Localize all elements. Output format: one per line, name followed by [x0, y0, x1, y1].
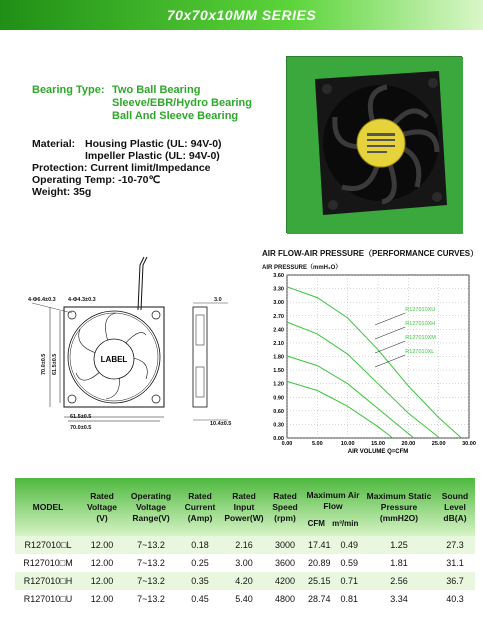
x-tick-label: 30.00 [462, 441, 476, 447]
col-rated-speed: Rated Speed (rpm) [267, 478, 303, 536]
table-cell: 4800 [267, 590, 303, 608]
table-cell: 0.18 [179, 536, 221, 554]
table-cell: 3000 [267, 536, 303, 554]
fan-image-icon [287, 57, 463, 234]
spec-table-wrap [15, 478, 475, 618]
table-cell: 31.1 [435, 554, 475, 572]
y-tick-label: 0.60 [273, 408, 284, 415]
col-rated-current: Rated Current (Amp) [179, 478, 221, 536]
table-cell: 7~13.2 [123, 572, 179, 590]
table-cell: 1.81 [363, 554, 435, 572]
bearing-types [112, 84, 252, 123]
col-air-flow [303, 478, 363, 536]
bearing-type-2: Sleeve/EBR/Hydro Bearing [112, 97, 252, 109]
y-tick-label: 1.50 [273, 368, 284, 375]
airflow-cfm: CFM [307, 518, 325, 528]
series-header [0, 0, 483, 30]
legend-r127010xh: R127010XH [405, 321, 436, 327]
y-tick-label: 2.70 [273, 313, 284, 320]
bearing-type-1: Two Ball Bearing [112, 84, 201, 96]
airflow-m3-cell: 0.71 [340, 576, 359, 586]
y-tick-label: 0.30 [273, 422, 284, 429]
air-flow-subheads [304, 518, 362, 529]
model-cell: R127010□M [15, 554, 81, 572]
table-cell: 36.7 [435, 572, 475, 590]
table-cell [303, 572, 363, 590]
hole-b-dim: 4-Φ4.3±0.3 [68, 297, 96, 303]
material-housing: Housing Plastic (UL: 94V-0) [85, 138, 222, 150]
airflow-cfm-cell: 17.41 [307, 540, 331, 550]
hole-a-dim: 4-Φ6.4±0.3 [28, 297, 56, 303]
material-impeller: Impeller Plastic (UL: 94V-0) [85, 150, 220, 162]
table-cell: 7~13.2 [123, 590, 179, 608]
table-cell: 3.00 [221, 554, 267, 572]
operating-temp: Operating Temp: -10-70℃ [32, 174, 161, 186]
airflow-cfm-cell: 28.74 [307, 594, 331, 604]
bearing-label: Bearing Type: [32, 84, 105, 96]
table-cell: 7~13.2 [123, 554, 179, 572]
table-cell: 12.00 [81, 590, 123, 608]
airflow-m3-cell: 0.81 [340, 594, 359, 604]
table-cell [303, 536, 363, 554]
table-cell: 0.35 [179, 572, 221, 590]
spec-table [15, 478, 475, 608]
col-model: MODEL [15, 478, 81, 536]
table-cell: 12.00 [81, 572, 123, 590]
y-tick-label: 0.90 [273, 395, 284, 402]
col-input-power: Rated Input Power(W) [221, 478, 267, 536]
bearing-type-3: Ball And Sleeve Bearing [112, 110, 239, 122]
airflow-m3-cell: 0.49 [340, 540, 359, 550]
table-row [15, 554, 475, 572]
y-tick-label: 2.40 [273, 327, 284, 334]
height-inner-dim: 61.5±0.5 [52, 353, 58, 375]
fan-photo [286, 56, 462, 233]
table-row [15, 590, 475, 608]
chart-y-title: AIR PRESSURE（mmH₂O） [262, 265, 342, 271]
legend-r127010xu: R127010XU [405, 307, 436, 313]
chart-title: AIR FLOW-AIR PRESSURE（PERFORMANCE CURVES） [262, 249, 479, 258]
dimension-drawing [28, 255, 248, 445]
table-cell: 12.00 [81, 554, 123, 572]
label-text: LABEL [100, 355, 128, 364]
legend-r127010xm: R127010XM [405, 335, 436, 341]
x-axis-label: AIR VOLUME Q=CFM [347, 449, 409, 455]
x-tick-label: 20.00 [401, 441, 416, 447]
x-tick-label: 5.00 [311, 441, 323, 447]
table-cell: 5.40 [221, 590, 267, 608]
y-tick-label: 3.30 [273, 286, 284, 293]
model-cell: R127010□L [15, 536, 81, 554]
weight: Weight: 35g [32, 186, 92, 198]
table-cell: 1.25 [363, 536, 435, 554]
performance-chart [257, 245, 479, 467]
table-cell: 3.34 [363, 590, 435, 608]
table-header-row [15, 478, 475, 536]
airflow-cfm-cell: 25.15 [307, 576, 331, 586]
table-cell [303, 590, 363, 608]
x-tick-label: 10.00 [340, 441, 355, 447]
table-cell: 4.20 [221, 572, 267, 590]
height-outer-dim: 70.0±0.5 [41, 353, 47, 375]
material-label: Material: [32, 138, 76, 150]
table-cell: 0.45 [179, 590, 221, 608]
table-cell: 3600 [267, 554, 303, 572]
col-operating-range: Operating Voltage Range(V) [123, 478, 179, 536]
table-cell: 2.16 [221, 536, 267, 554]
legend-r127010xl: R127010XL [405, 349, 435, 355]
x-tick-label: 0.00 [281, 441, 293, 447]
table-cell: 4200 [267, 572, 303, 590]
protection: Protection: Current limit/Impedance [32, 162, 211, 174]
x-tick-label: 25.00 [431, 441, 446, 447]
air-flow-label: Maximum Air Flow [306, 489, 360, 511]
width-outer-dim: 70.0±0.5 [70, 425, 92, 431]
col-static-pressure: Maximum Static Pressure (mmH2O) [363, 478, 435, 536]
x-tick-label: 15.00 [371, 441, 385, 447]
width-inner-dim: 61.5±0.5 [70, 414, 92, 420]
table-cell: 0.25 [179, 554, 221, 572]
depth-dim: 10.4±0.5 [210, 421, 232, 427]
airflow-m3-cell: 0.59 [340, 558, 359, 568]
y-tick-label: 1.80 [273, 354, 284, 361]
table-row [15, 572, 475, 590]
y-tick-label: 2.10 [273, 340, 284, 347]
table-cell: 2.56 [363, 572, 435, 590]
col-rated-voltage: Rated Voltage (V) [81, 478, 123, 536]
airflow-cfm-cell: 20.89 [307, 558, 331, 568]
table-cell: 7~13.2 [123, 536, 179, 554]
table-row [15, 536, 475, 554]
y-tick-label: 1.20 [273, 381, 284, 388]
table-cell [303, 554, 363, 572]
airflow-m3min: m³/min [332, 518, 359, 528]
y-tick-label: 3.60 [273, 273, 284, 279]
y-tick-label: 3.00 [273, 300, 284, 307]
y-tick-label: 0.00 [273, 436, 284, 442]
table-cell: 40.3 [435, 590, 475, 608]
model-cell: R127010□H [15, 572, 81, 590]
model-cell: R127010□U [15, 590, 81, 608]
table-cell: 12.00 [81, 536, 123, 554]
series-title: 70x70x10MM SERIES [166, 7, 317, 23]
thickness-dim: 3.0 [214, 297, 222, 303]
col-sound-level: Sound Level dB(A) [435, 478, 475, 536]
table-cell: 27.3 [435, 536, 475, 554]
